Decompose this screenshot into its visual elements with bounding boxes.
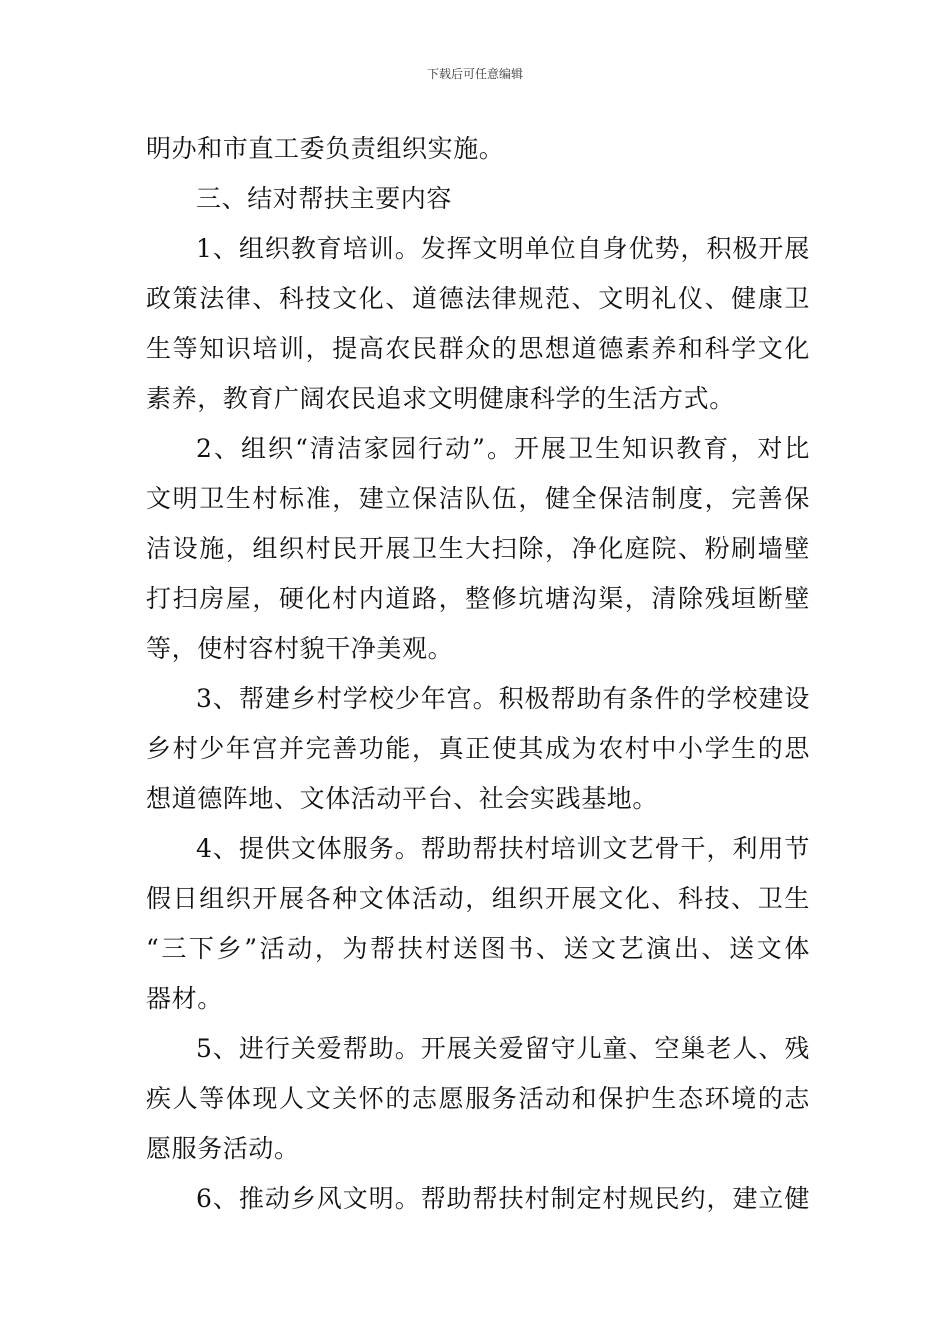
- text-line: 打扫房屋，硬化村内道路，整修坑塘沟渠，清除残垣断壁: [146, 584, 810, 613]
- text-line: 器材。: [146, 984, 223, 1013]
- section-heading: 三、结对帮扶主要内容: [196, 184, 453, 213]
- document-body: [146, 124, 810, 1224]
- text-line: “三下乡”活动，为帮扶村送图书、送文艺演出、送文体: [146, 934, 810, 963]
- text-line: 6、推动乡风文明。帮助帮扶村制定村规民约，建立健: [196, 1184, 810, 1213]
- text-line: 明办和市直工委负责组织实施。: [146, 134, 505, 163]
- header-note: 下载后可任意编辑: [426, 67, 523, 81]
- text-line: 等，使村容村貌干净美观。: [146, 634, 454, 663]
- text-line: 素养，教育广阔农民追求文明健康科学的生活方式。: [146, 384, 735, 413]
- text-line: 政策法律、科技文化、道德法律规范、文明礼仪、健康卫: [146, 284, 810, 313]
- text-line: 2、组织“清洁家园行动”。开展卫生知识教育，对比: [196, 434, 810, 463]
- text-line: 洁设施，组织村民开展卫生大扫除，净化庭院、粉刷墙壁: [146, 534, 810, 563]
- text-line: 乡村少年宫并完善功能，真正使其成为农村中小学生的思: [146, 734, 810, 763]
- text-line: 生等知识培训，提高农民群众的思想道德素养和科学文化: [146, 334, 810, 363]
- text-line: 3、帮建乡村学校少年宫。积极帮助有条件的学校建设: [196, 684, 810, 713]
- text-line: 疾人等体现人文关怀的志愿服务活动和保护生态环境的志: [146, 1084, 810, 1113]
- text-line: 愿服务活动。: [146, 1134, 300, 1163]
- text-line: 1、组织教育培训。发挥文明单位自身优势，积极开展: [196, 234, 810, 263]
- text-line: 想道德阵地、文体活动平台、社会实践基地。: [146, 784, 659, 813]
- text-line: 假日组织开展各种文体活动，组织开展文化、科技、卫生: [146, 884, 810, 913]
- text-line: 文明卫生村标准，建立保洁队伍，健全保洁制度，完善保: [146, 484, 810, 513]
- text-line: 5、进行关爱帮助。开展关爱留守儿童、空巢老人、残: [196, 1034, 810, 1063]
- text-line: 4、提供文体服务。帮助帮扶村培训文艺骨干，利用节: [196, 834, 810, 863]
